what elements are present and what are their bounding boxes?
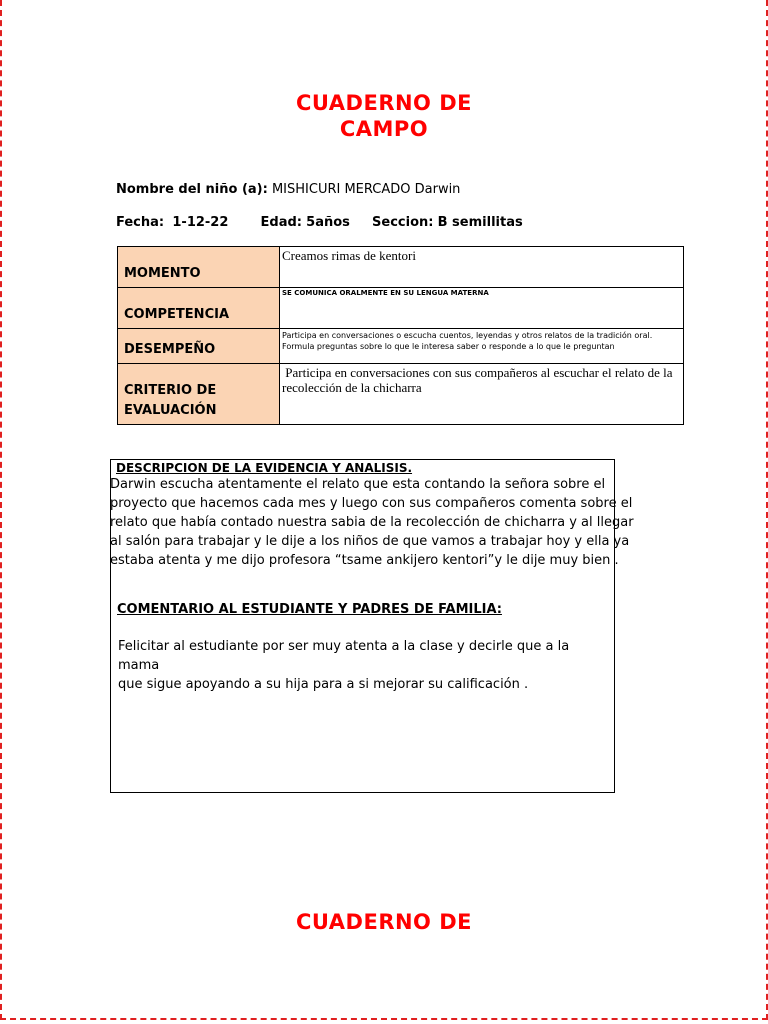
comment-heading: COMENTARIO AL ESTUDIANTE Y PADRES DE FAMILIA: (117, 602, 502, 617)
evidence-text (110, 475, 634, 570)
comment-line: Felicitar al estudiante por ser muy atenta a la clase y decirle que a la mama (118, 639, 570, 673)
evaluation-table (117, 246, 684, 425)
momento-label: MOMENTO (118, 247, 280, 288)
criterio-line-1: Participa en conversaciones con sus compañeros al escuchar el relato de la (282, 365, 673, 380)
evidence-line: relato que había contado nuestra sabia de la recolección de chicharra y al llegar (110, 515, 634, 530)
name-value: MISHICURI MERCADO Darwin (271, 182, 461, 197)
criterio-value (280, 364, 684, 425)
evidence-line: al salón para trabajar y le dije a los niños de que vamos a trabajar hoy y ella ya (110, 534, 630, 549)
criterio-label-2: EVALUACIÓN (124, 403, 217, 418)
section-value: B semillitas (437, 215, 523, 230)
criterio-label (118, 364, 280, 425)
criterio-label-1: CRITERIO DE (124, 383, 217, 398)
evidence-line: proyecto que hacemos cada mes y luego con sus compañeros comenta sobre el (110, 496, 633, 511)
title-line-1: CUADERNO DE (295, 91, 473, 115)
document-title (0, 90, 768, 142)
row-desempeno (118, 329, 684, 364)
comment-text (118, 637, 608, 694)
desempeno-label: DESEMPEÑO (118, 329, 280, 364)
desempeno-value (280, 329, 684, 364)
student-name-row: Nombre del niño (a): MISHICURI MERCADO Darwin (116, 182, 461, 197)
row-momento (118, 247, 684, 288)
competencia-value: SE COMUNICA ORALMENTE EN SU LENGUA MATERNA (280, 288, 684, 329)
evidence-line: Darwin escucha atentamente el relato que esta contando la señora sobre el (110, 477, 606, 492)
footer-title-line-1: CUADERNO DE (295, 910, 473, 934)
criterio-line-2: recolección de la chicharra (282, 380, 422, 395)
name-label: Nombre del niño (a) (116, 182, 263, 197)
date-label: Fecha: (116, 215, 165, 230)
row-competencia (118, 288, 684, 329)
date-value: 1-12-22 (172, 215, 229, 230)
evidence-heading: DESCRIPCION DE LA EVIDENCIA Y ANALISIS. (116, 461, 413, 475)
momento-value: Creamos rimas de kentori (280, 247, 684, 288)
row-criterio (118, 364, 684, 425)
competencia-label: COMPETENCIA (118, 288, 280, 329)
evidence-line: estaba atenta y me dijo profesora “tsame ankijero kentori”y le dije muy bien . (110, 553, 619, 568)
age-value: 5años (306, 215, 350, 230)
footer-title (0, 909, 768, 935)
student-details-row (116, 215, 523, 230)
desempeno-line-1: Participa en conversaciones o escucha cuentos, leyendas y otros relatos de la tradición oral. (282, 331, 653, 340)
section-label: Seccion: (372, 215, 434, 230)
title-line-2: CAMPO (339, 117, 429, 141)
desempeno-line-2: Formula preguntas sobre lo que le interesa saber o responde a lo que le preguntan (282, 342, 615, 351)
comment-line: que sigue apoyando a su hija para a si mejorar su calificación . (118, 677, 529, 692)
age-label: Edad: (260, 215, 303, 230)
